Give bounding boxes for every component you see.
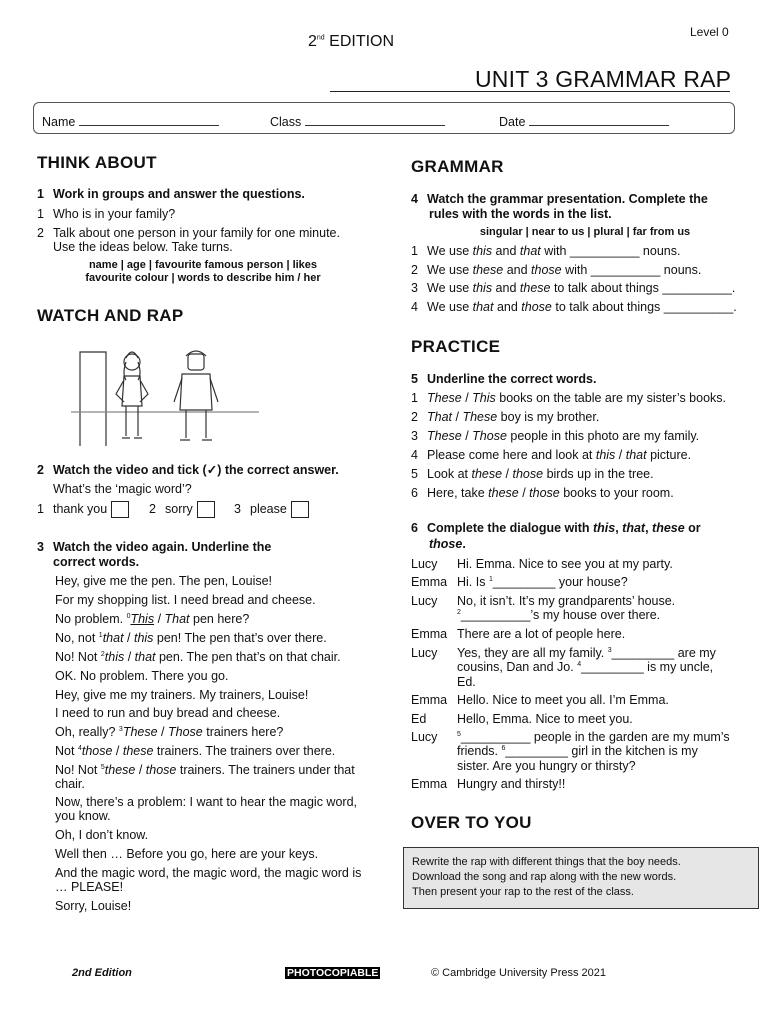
option-sorry: 2 sorry [149, 501, 215, 518]
task-line: Then present your rap to the rest of the class. [412, 886, 634, 898]
characters-illustration [66, 336, 264, 450]
exercise-6-instruction-continued: those. [429, 537, 466, 551]
dialogue-line: Hi. Emma. Nice to see you at my party. [457, 557, 673, 571]
footer-photocopiable: PHOTOCOPIABLE [287, 967, 379, 979]
rap-line-continued: chair. [55, 777, 85, 791]
practice-item-1: 1 These / This books on the table are my sister’s books. [411, 391, 727, 405]
speaker-name: Emma [411, 693, 448, 707]
title-underline [330, 91, 730, 92]
speaker-name: Emma [411, 575, 448, 589]
rap-line: I need to run and buy bread and cheese. [55, 706, 281, 720]
grammar-rule-4: 4 We use that and those to talk about things __________. [411, 300, 737, 314]
tick-box-2[interactable] [197, 501, 215, 518]
word-list: singular | near to us | plural | far from us [479, 226, 691, 238]
rap-line: For my shopping list. I need bread and cheese. [55, 593, 316, 607]
rap-line: Not $^4$those / these trainers. The trainers over there. [55, 744, 336, 758]
rap-line-continued: … PLEASE! [55, 880, 124, 894]
option-thank-you: 1 thank you [37, 501, 129, 518]
rap-line: No! Not $^2$this / that pen. The pen that’s on that chair. [55, 650, 341, 664]
dialogue-line: Hi. Is $^1$_________ your house? [457, 575, 628, 589]
dialogue-line: There are a lot of people here. [457, 627, 626, 641]
exercise-1-instruction: 1 Work in groups and answer the questions. [37, 187, 305, 201]
rap-line: Hey, give me the pen. The pen, Louise! [55, 574, 273, 588]
dialogue-line: Hello, Emma. Nice to meet you. [457, 712, 633, 726]
practice-item-4: 4 Please come here and look at this / that picture. [411, 448, 692, 462]
speaker-name: Emma [411, 627, 448, 641]
question-2-continued: Use the ideas below. Take turns. [53, 240, 233, 254]
rap-line-continued: you know. [55, 809, 111, 823]
exercise-2-question: What’s the ‘magic word’? [53, 482, 192, 496]
question-1: 1 Who is in your family? [37, 207, 176, 221]
exercise-6-instruction: 6 Complete the dialogue with this, that, these or [411, 521, 701, 535]
grammar-rule-1: 1 We use this and that with __________ nouns. [411, 244, 681, 258]
dialogue-line: No, it isn’t. It’s my grandparents’ house. $^2$__________’s my house over there. [457, 594, 676, 623]
rap-line: Oh, really? $^3$These / Those trainers here? [55, 725, 284, 739]
task-line: Rewrite the rap with different things that the boy needs. [412, 856, 681, 868]
watch-and-rap-heading: WATCH AND RAP [37, 306, 184, 325]
dialogue-line: $^5$__________ people in the garden are my mum’s friends. $^6$_________ girl in the kitchen is my sister. Are you hungry or thirsty? [457, 730, 730, 773]
question-2: 2 Talk about one person in your family for one minute. [37, 226, 340, 240]
over-to-you-heading: OVER TO YOU [411, 813, 532, 832]
level-label: Level 0 [690, 25, 729, 39]
footer-edition: 2nd Edition [72, 967, 132, 979]
rap-line: No! Not $^5$these / those trainers. The trainers under that [55, 763, 355, 777]
exercise-4-instruction-continued: rules with the words in the list. [429, 207, 612, 221]
think-about-heading: THINK ABOUT [37, 153, 157, 172]
dialogue-line: Hello. Nice to meet you all. I’m Emma. [457, 693, 669, 707]
page-title: UNIT 3 GRAMMAR RAP [475, 66, 732, 92]
speaker-name: Lucy [411, 730, 438, 744]
class-field[interactable]: Class [270, 114, 445, 129]
rap-line: No problem. $^0$This / That pen here? [55, 612, 250, 626]
practice-item-2: 2 That / These boy is my brother. [411, 410, 600, 424]
practice-item-6: 6 Here, take these / those books to your room. [411, 486, 674, 500]
exercise-2-instruction: 2 Watch the video and tick (✓) the correct answer. [37, 463, 339, 477]
rap-line: OK. No problem. There you go. [55, 669, 229, 683]
tick-box-3[interactable] [291, 501, 309, 518]
rap-line: And the magic word, the magic word, the magic word is [55, 866, 362, 880]
over-to-you-box [403, 847, 759, 909]
practice-item-5: 5 Look at these / those birds up in the tree. [411, 467, 654, 481]
option-please: 3 please [234, 501, 309, 518]
rap-line: Well then … Before you go, here are your keys. [55, 847, 319, 861]
rap-line: No, not $^1$that / this pen! The pen that’s over there. [55, 631, 327, 645]
date-field[interactable]: Date [499, 114, 669, 129]
rap-line: Now, there’s a problem: I want to hear the magic word, [55, 795, 358, 809]
task-line: Download the song and rap along with the new words. [412, 871, 677, 883]
ideas-list: name | age | favourite famous person | likes favourite colour | words to describe him / her [85, 259, 321, 284]
exercise-5-instruction: 5 Underline the correct words. [411, 372, 597, 386]
speaker-name: Lucy [411, 594, 438, 608]
speaker-name: Emma [411, 777, 448, 791]
practice-item-3: 3 These / Those people in this photo are my family. [411, 429, 700, 443]
grammar-rule-3: 3 We use this and these to talk about things __________. [411, 281, 736, 295]
tick-box-1[interactable] [111, 501, 129, 518]
grammar-heading: GRAMMAR [411, 157, 504, 176]
dialogue-line: Hungry and thirsty!! [457, 777, 566, 791]
practice-heading: PRACTICE [411, 337, 501, 356]
footer-copyright: © Cambridge University Press 2021 [431, 967, 607, 979]
exercise-3-instruction-continued: correct words. [53, 555, 140, 569]
speaker-name: Lucy [411, 646, 438, 660]
speaker-name: Lucy [411, 557, 438, 571]
rap-line: Sorry, Louise! [55, 899, 132, 913]
rap-line: Oh, I don’t know. [55, 828, 149, 842]
rap-line: Hey, give me my trainers. My trainers, Louise! [55, 688, 309, 702]
name-field[interactable]: Name [42, 114, 219, 129]
exercise-3-instruction: 3 Watch the video again. Underline the [37, 540, 272, 554]
dialogue-line: Yes, they are all my family. $^3$_________ are my cousins, Dan and Jo. $^4$_________ is my uncle, Ed. [457, 646, 716, 689]
edition-label: 2nd EDITION [308, 33, 395, 50]
speaker-name: Ed [411, 712, 427, 726]
grammar-rule-2: 2 We use these and those with __________ nouns. [411, 263, 702, 277]
exercise-4-instruction: 4 Watch the grammar presentation. Complete the [411, 192, 708, 206]
